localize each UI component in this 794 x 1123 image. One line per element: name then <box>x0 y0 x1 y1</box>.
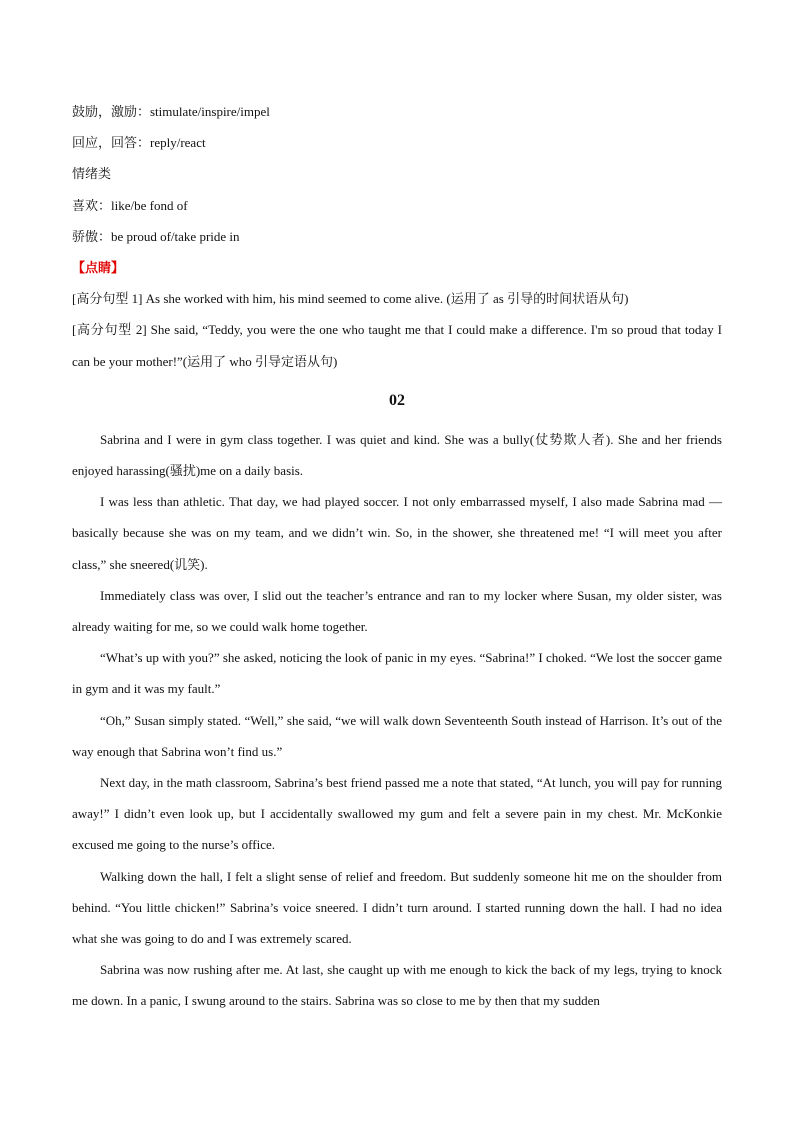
highlight-label: 【点睛】 <box>72 260 125 276</box>
story-paragraph: Sabrina was now rushing after me. At last, she caught up with me enough to kick the back of my legs, trying to knock me down. In a panic, I swung around to the stairs. Sabrina was so close to me by then that my sudden <box>72 962 722 1009</box>
story-paragraph: Immediately class was over, I slid out the teacher’s entrance and ran to my locker where Susan, my older sister, was already waiting for me, so we could walk home together. <box>72 587 722 635</box>
vocab-line: 喜欢：like/be fond of <box>72 197 188 213</box>
vocab-line: 鼓励，激励：stimulate/inspire/impel <box>72 104 270 119</box>
highlight-sentence: [高分句型 2] She said, “Teddy, you were the one who taught me that I could make a difference. I'm so proud that today I can be your mother!”(运用了 who 引导定语从句) <box>72 322 722 369</box>
story-paragraph: “Oh,” Susan simply stated. “Well,” she said, “we will walk down Seventeenth South instead of Harrison. It’s out of the way enough that Sabrina won’t find us.” <box>72 712 722 759</box>
story-paragraph: Next day, in the math classroom, Sabrina’s best friend passed me a note that stated, “At lunch, you will pay for running away!” I didn’t even look up, but I accidentally swallowed my gum and felt a severe pain in my chest. Mr. McKonkie excused me going to the nurse’s office. <box>72 775 722 853</box>
vocab-line: 骄傲：be proud of/take pride in <box>72 228 240 244</box>
vocab-line: 回应，回答：reply/react <box>72 135 206 151</box>
category-heading: 情绪类 <box>72 166 112 182</box>
story-paragraph: I was less than athletic. That day, we had played soccer. I not only embarrassed myself, I also made Sabrina mad — basically because she was on my team, and we didn’t win. So, in the shower, she threatened me! “I will meet you after class,” she sneered(讥笑). <box>72 494 722 572</box>
story-paragraph: Sabrina and I were in gym class together. I was quiet and kind. She was a bully(仗势欺人者). She and her friends enjoyed harassing(骚扰)me on a daily basis. <box>72 431 722 479</box>
story-paragraph: “What’s up with you?” she asked, noticing the look of panic in my eyes. “Sabrina!” I choked. “We lost the soccer game in gym and it was my fault.” <box>72 650 722 697</box>
story-paragraph: Walking down the hall, I felt a slight sense of relief and freedom. But suddenly someone hit me on the shoulder from behind. “You little chicken!” Sabrina’s voice sneered. I didn’t turn around. I started running down the hall. I had no idea what she was going to do and I was extremely scared. <box>72 868 722 947</box>
document-page <box>72 96 722 1017</box>
highlight-sentence: [高分句型 1] As she worked with him, his mind seemed to come alive. (运用了 as 引导的时间状语从句) <box>72 291 629 307</box>
section-number: 02 <box>389 391 405 409</box>
